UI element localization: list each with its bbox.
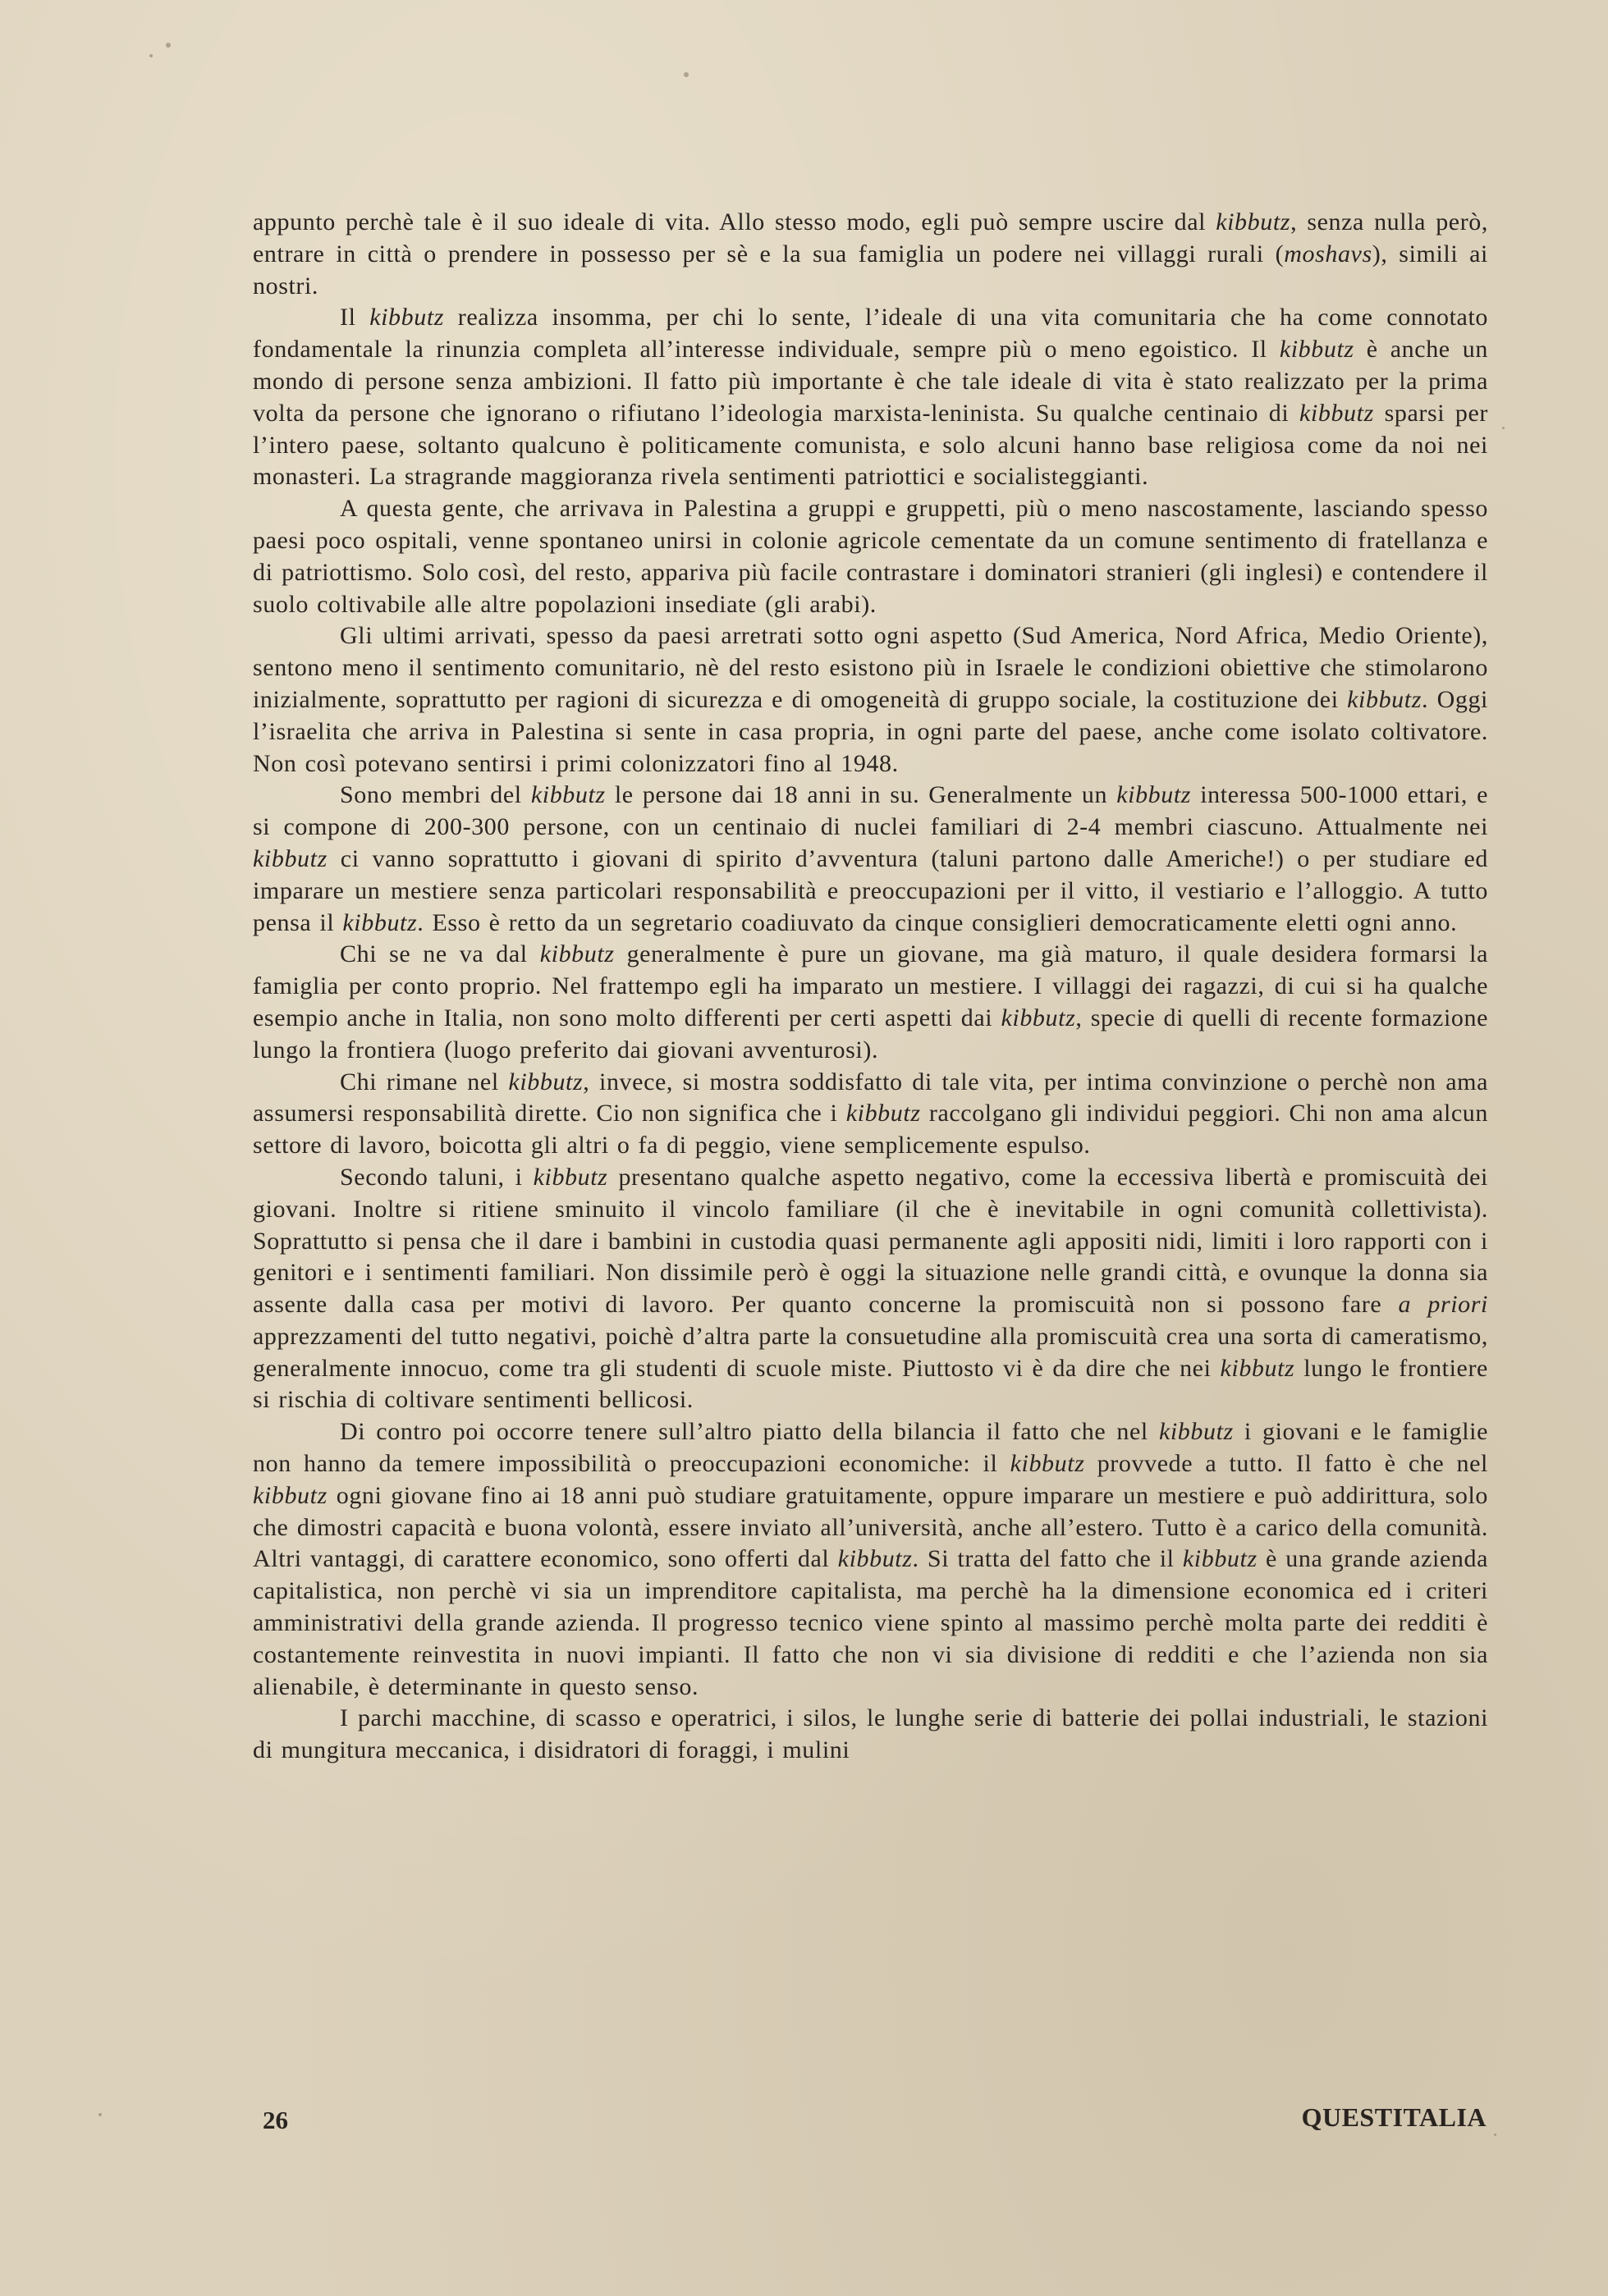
text-run: , invece, si mostra soddisfatto di tale vita, per intima convinzione o perchè non ama assumersi responsabilità dirette. Cio non significa che i xyxy=(253,1068,1488,1127)
italic-term: kibbutz xyxy=(1216,208,1291,236)
italic-term: kibbutz xyxy=(533,1163,608,1191)
italic-term: kibbutz xyxy=(1010,1450,1085,1478)
italic-term: a priori xyxy=(1398,1291,1488,1319)
italic-term: kibbutz xyxy=(1299,399,1374,427)
text-run: apprezzamenti del tutto negativi, poichè d’altra parte la consuetudine alla promiscuità crea una sorta di cameratismo, generalmente innocuo, come tra gli studenti di scuole miste. Piuttosto vi è da dire che nei xyxy=(253,1322,1488,1382)
italic-term: kibbutz xyxy=(1001,1004,1076,1031)
article-paragraph xyxy=(253,493,1488,620)
italic-term: kibbutz xyxy=(253,844,328,872)
paper-speck xyxy=(1502,427,1505,429)
text-run: ogni giovane fino ai 18 anni può studiare gratuitamente, oppure imparare un mestiere e può addirittura, solo che dimostri capacità e buona volontà, essere inviato all’università, anche all’estero. Tutto è a carico della comunità. Altri vantaggi, di carattere economico, sono offerti dal xyxy=(253,1481,1488,1573)
text-run: , senza nulla però, entrare in città o prendere in possesso per sè e la sua famiglia un podere nei villaggi rurali ( xyxy=(253,208,1489,268)
text-run: Chi rimane nel xyxy=(340,1068,509,1095)
text-run: ), simili ai nostri. xyxy=(253,240,1488,300)
italic-term: kibbutz xyxy=(530,781,606,809)
italic-term: kibbutz xyxy=(1182,1545,1258,1573)
article-paragraph xyxy=(253,207,1488,302)
paper-speck xyxy=(1494,2134,1496,2136)
article-paragraph xyxy=(253,620,1488,780)
italic-term: kibbutz xyxy=(253,1481,328,1509)
text-run: i giovani e le famiglie non hanno da temere impossibilità o preoccupazioni economiche: il xyxy=(253,1418,1488,1478)
italic-term: kibbutz xyxy=(1116,781,1192,809)
italic-term: kibbutz xyxy=(1220,1354,1295,1382)
paper-speck xyxy=(149,54,153,57)
article-paragraph xyxy=(253,302,1488,493)
paper-speck xyxy=(684,72,689,77)
text-run: . Esso è retto da un segretario coadiuvato da cinque consiglieri democraticamente eletti ogni anno. xyxy=(417,908,1458,936)
italic-term: kibbutz xyxy=(508,1068,584,1095)
text-run: generalmente è pure un giovane, ma già maturo, il quale desidera formarsi la famiglia per conto proprio. Nel frattempo egli ha imparato un mestiere. I villaggi dei ragazzi, di cui si ha qualche esempio anche in Italia, non sono molto differenti per certi aspetti dai xyxy=(253,940,1489,1031)
italic-term: kibbutz xyxy=(369,304,445,332)
text-run: . Oggi l’israelita che arriva in Palestina si sente in casa propria, in ogni parte del paese, anche come isolato coltivatore. Non così potevano sentirsi i primi colonizzatori fino al 1948. xyxy=(253,685,1488,777)
italic-term: kibbutz xyxy=(845,1100,921,1127)
italic-term: kibbutz xyxy=(1158,1418,1234,1446)
text-run: realizza insomma, per chi lo sente, l’ideale di una vita comunitaria che ha come connotato fondamentale la rinunzia completa all’interesse individuale, sempre più o meno egoistico. Il xyxy=(253,304,1488,364)
page-number: 26 xyxy=(263,2106,288,2134)
text-run: A questa gente, che arrivava in Palestina a gruppi e gruppetti, più o meno nascostamente, lasciando spesso paesi poco ospitali, venne spontaneo unirsi in colonie agricole cementate da un comune sentimento di fratellanza e di patriottismo. Solo così, del resto, appariva più facile contrastare i dominatori stranieri (gli inglesi) e contendere il suolo coltivabile alle altre popolazioni insediate (gli arabi). xyxy=(253,495,1488,618)
text-run: I parchi macchine, di scasso e operatrici, i silos, le lunghe serie di batterie dei pollai industriali, le stazioni di mungitura meccanica, i disidratori di foraggi, i mulini xyxy=(253,1704,1488,1764)
text-run: Gli ultimi arrivati, spesso da paesi arretrati sotto ogni aspetto (Sud America, Nord Africa, Medio Oriente), sentono meno il sentimento comunitario, nè del resto esistono più in Israele le condizioni obiettive che stimolarono inizialmente, soprattutto per ragioni di sicurezza e di omogeneità di gruppo sociale, la costituzione dei xyxy=(253,622,1488,713)
text-run: Di contro poi occorre tenere sull’altro piatto della bilancia il fatto che nel xyxy=(340,1418,1159,1446)
article-body xyxy=(253,207,1488,1767)
italic-term: kibbutz xyxy=(539,940,615,968)
italic-term: kibbutz xyxy=(342,908,418,936)
paper-speck xyxy=(166,43,171,48)
text-run: . Si tratta del fatto che il xyxy=(912,1545,1183,1573)
text-run: Sono membri del xyxy=(340,781,531,809)
text-run: è anche un mondo di persone senza ambizioni. Il fatto più importante è che tale ideale di vita è stato realizzato per la prima volta da persone che ignorano o rifiutano l’ideologia marxista-leninista. Su qualche centinaio di xyxy=(253,336,1488,427)
article-paragraph xyxy=(253,780,1488,939)
text-run: Chi se ne va dal xyxy=(340,940,540,968)
article-paragraph xyxy=(253,1703,1488,1767)
text-run: provvede a tutto. Il fatto è che nel xyxy=(1084,1450,1488,1478)
text-run: ci vanno soprattutto i giovani di spirito d’avventura (taluni partono dalle Americhe!) o per studiare ed imparare un mestiere senza particolari responsabilità e preoccupazioni per il vitto, il vestiario e l’alloggio. A tutto pensa il xyxy=(253,844,1488,936)
paper-speck xyxy=(98,2113,102,2116)
italic-term: kibbutz xyxy=(1279,336,1354,364)
text-run: Secondo taluni, i xyxy=(340,1163,534,1191)
text-run: è una grande azienda capitalistica, non perchè vi sia un imprenditore capitalista, ma perchè ha la dimensione economica ed i criteri amministrativi della grande azienda. Il progresso tecnico viene spinto al massimo perchè molta parte dei redditi è costantemente reinvestita in nuovi impianti. Il fatto che non vi sia divisione di redditi e che l’azienda non sia alienabile, è determinante in questo senso. xyxy=(253,1545,1488,1700)
magazine-title: QUESTITALIA xyxy=(1301,2102,1487,2132)
text-run: raccolgano gli individui peggiori. Chi non ama alcun settore di lavoro, boicotta gli altri o fa di peggio, viene semplicemente espulso. xyxy=(253,1100,1488,1159)
text-run: presentano qualche aspetto negativo, come la eccessiva libertà e promiscuità dei giovani. Inoltre si ritiene sminuito il vincolo familiare (il che è inevitabile in ogni comunità collettivista). Soprattutto si pensa che il dare i bambini in custodia quasi permanente agli appositi nidi, limiti i loro rapporti con i genitori e i sentimenti familiari. Non dissimile però è oggi la situazione nelle grandi città, e ovunque la donna sia assente dalla casa per motivi di lavoro. Per quanto concerne la promiscuità non si possono fare xyxy=(253,1163,1488,1319)
text-run: sparsi per l’intero paese, soltanto qualcuno è politicamente comunista, e solo alcuni hanno base religiosa come da noi nei monasteri. La stragrande maggioranza rivela sentimenti patriottici e socialisteggianti. xyxy=(253,399,1488,491)
italic-term: kibbutz xyxy=(1347,685,1422,713)
text-run: , specie di quelli di recente formazione lungo la frontiera (luogo preferito dai giovani avventurosi). xyxy=(253,1004,1488,1063)
text-run: Il xyxy=(340,304,370,332)
article-paragraph xyxy=(253,939,1488,1066)
text-run: interessa 500-1000 ettari, e si compone di 200-300 persone, con un centinaio di nuclei familiari di 2-4 membri ciascuno. Attualmente nei xyxy=(253,781,1488,841)
article-paragraph xyxy=(253,1416,1488,1703)
article-paragraph xyxy=(253,1067,1488,1162)
article-paragraph xyxy=(253,1162,1488,1416)
text-run: lungo le frontiere si rischia di coltivare sentimenti bellicosi. xyxy=(253,1354,1488,1414)
italic-term: moshavs xyxy=(1284,240,1372,268)
text-run: appunto perchè tale è il suo ideale di vita. Allo stesso modo, egli può sempre uscire dal xyxy=(253,208,1216,236)
text-run: le persone dai 18 anni in su. Generalmente un xyxy=(605,781,1117,809)
italic-term: kibbutz xyxy=(837,1545,913,1573)
